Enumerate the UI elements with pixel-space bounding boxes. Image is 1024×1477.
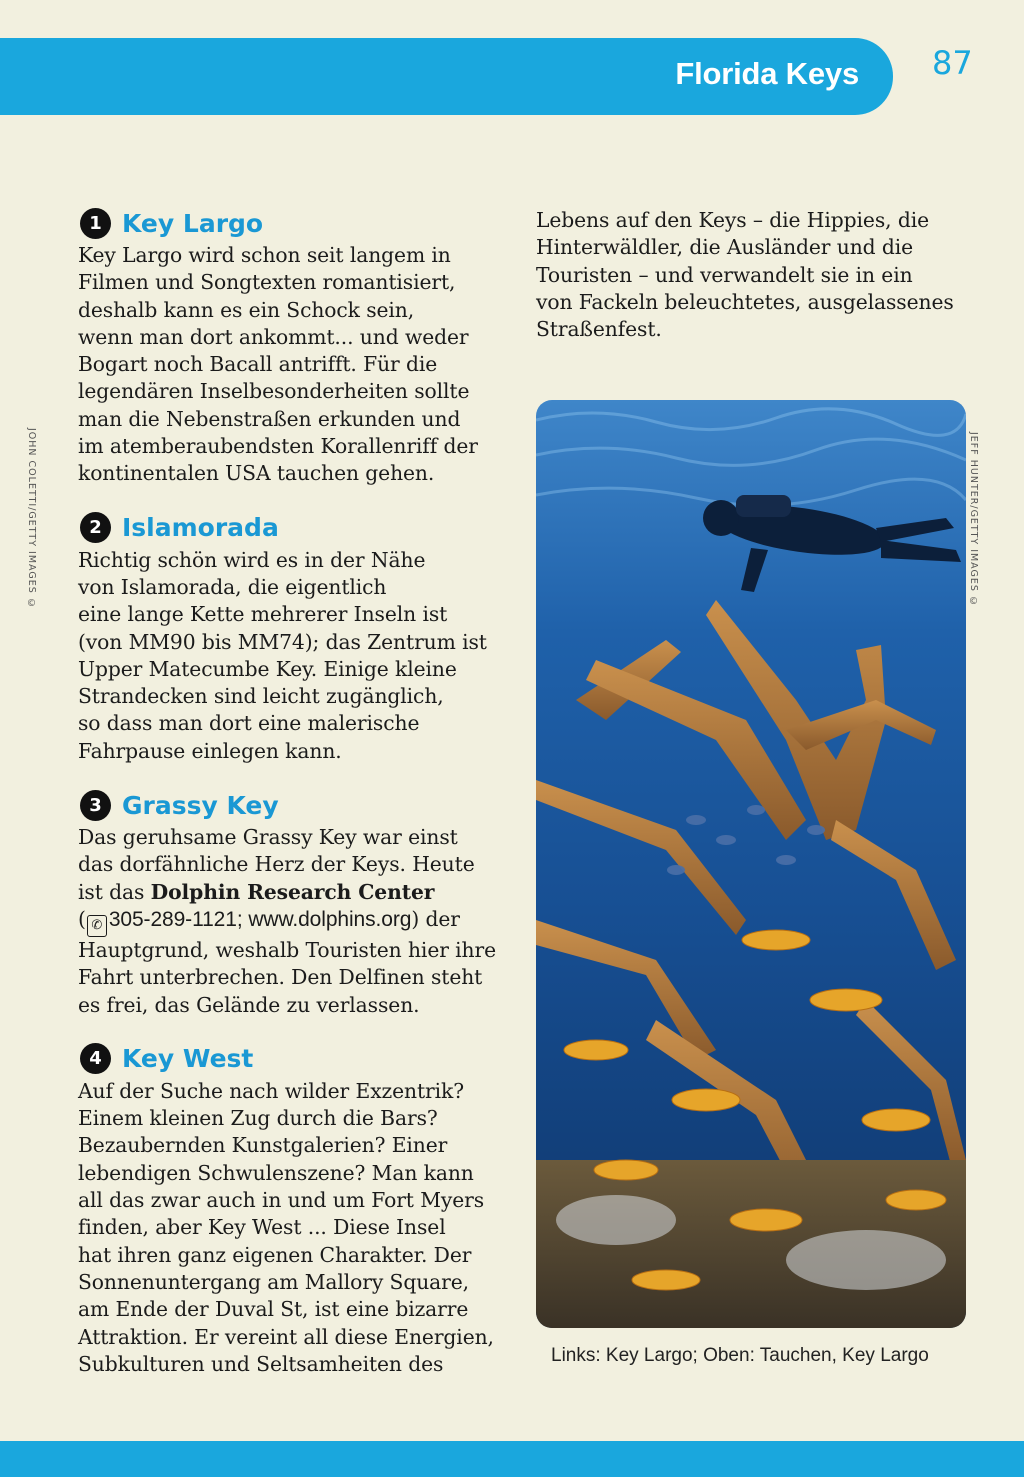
text-line: Das geruhsame Grassy Key war einst — [78, 825, 458, 850]
text-line: im atemberaubendsten Korallenriff der — [78, 434, 478, 459]
left-column — [78, 204, 518, 1399]
diver-coral-reef-photo — [536, 400, 966, 1328]
open-paren: ( — [78, 906, 86, 931]
dolphin-research-center-name: Dolphin Research Center — [150, 879, 435, 904]
text-line: Sonnenuntergang am Mallory Square, — [78, 1269, 470, 1294]
section-body-grassy-key — [78, 824, 518, 1019]
contact-line — [78, 906, 518, 937]
text-line: Strandecken sind leicht zugänglich, — [78, 684, 444, 709]
text-line: Straßenfest. — [536, 317, 662, 342]
section-title-key-largo: Key Largo — [122, 208, 264, 238]
photo-caption: Links: Key Largo; Oben: Tauchen, Key Largo — [551, 1345, 929, 1366]
section-grassy-key — [78, 786, 518, 1019]
number-badge-2: 2 — [80, 512, 111, 543]
text-line: von Fackeln beleuchtetes, ausgelassenes — [536, 289, 954, 314]
text-line: Hauptgrund, weshalb Touristen hier ihre — [78, 937, 497, 962]
text-line: finden, aber Key West ... Diese Insel — [78, 1215, 446, 1240]
page-number: 87 — [932, 44, 973, 82]
text-line: Bezaubernden Kunstgalerien? Einer — [78, 1133, 448, 1158]
text-line: Subkulturen und Seltsamheiten des — [78, 1351, 444, 1376]
text-line: Bogart noch Bacall antrifft. Für die — [78, 352, 438, 377]
phone-number: 305-289-1121 — [108, 907, 237, 931]
text-line: Upper Matecumbe Key. Einige kleine — [78, 656, 457, 681]
continuation-text — [536, 207, 954, 343]
photo-credit-left: JOHN COLETTI/GETTY IMAGES © — [26, 428, 37, 610]
section-heading — [78, 1040, 518, 1078]
footer-bar — [0, 1441, 1024, 1477]
text-line: wenn man dort ankommt... und weder — [78, 324, 469, 349]
text-line: Auf der Suche nach wilder Exzentrik? — [78, 1078, 464, 1103]
text-line: das dorfähnliche Herz der Keys. Heute — [78, 852, 475, 877]
section-body-key-west — [78, 1078, 518, 1378]
section-title-grassy-key: Grassy Key — [122, 790, 279, 820]
number-badge-4: 4 — [80, 1043, 111, 1074]
website-link[interactable]: www.dolphins.org — [248, 907, 412, 931]
text-line: Lebens auf den Keys – die Hippies, die — [536, 208, 930, 232]
separator: ; — [236, 907, 249, 931]
text-line: es frei, das Gelände zu verlassen. — [78, 992, 420, 1017]
section-key-west — [78, 1040, 518, 1378]
text-line: Filmen und Songtexten romantisiert, — [78, 270, 456, 295]
section-islamorada — [78, 509, 518, 765]
photo-credit-right: JEFF HUNTER/GETTY IMAGES © — [968, 432, 979, 608]
section-key-largo — [78, 204, 518, 488]
text-line: hat ihren ganz eigenen Charakter. Der — [78, 1242, 472, 1267]
underwater-illustration — [536, 400, 966, 1328]
text-line: kontinentalen USA tauchen gehen. — [78, 461, 435, 486]
section-heading — [78, 786, 518, 824]
header-bar — [0, 38, 893, 115]
text-line: Fahrpause einlegen kann. — [78, 738, 342, 763]
text-line: Attraktion. Er vereint all diese Energien, — [78, 1324, 494, 1349]
text-fragment: ist das — [78, 879, 151, 904]
text-line: all das zwar auch in und um Fort Myers — [78, 1188, 485, 1213]
text-line: (von MM90 bis MM74); das Zentrum ist — [78, 629, 487, 654]
text-line: Einem kleinen Zug durch die Bars? — [78, 1106, 438, 1131]
section-heading — [78, 509, 518, 547]
text-line: Key Largo wird schon seit langem in — [78, 243, 451, 267]
text-line: legendären Inselbesonderheiten sollte — [78, 379, 470, 404]
number-badge-3: 3 — [80, 790, 111, 821]
text-line: man die Nebenstraßen erkunden und — [78, 406, 461, 431]
text-line — [78, 879, 518, 906]
text-line: Hinterwäldler, die Ausländer und die — [536, 235, 914, 260]
text-line: so dass man dort eine malerische — [78, 711, 420, 736]
section-heading — [78, 204, 518, 242]
text-line: Touristen – und verwandelt sie in ein — [536, 262, 913, 287]
text-fragment: ) der — [411, 906, 460, 931]
phone-icon: ✆ — [87, 915, 107, 937]
text-line: deshalb kann es ein Schock sein, — [78, 297, 415, 322]
text-line: Richtig schön wird es in der Nähe — [78, 547, 426, 572]
text-line: eine lange Kette mehrerer Inseln ist — [78, 602, 448, 627]
section-body-islamorada — [78, 547, 518, 765]
text-line: Fahrt unterbrechen. Den Delfinen steht — [78, 965, 483, 990]
text-line: lebendigen Schwulenszene? Man kann — [78, 1160, 474, 1185]
header-title: Florida Keys — [675, 56, 859, 91]
number-badge-1: 1 — [80, 208, 111, 239]
text-line: am Ende der Duval St, ist eine bizarre — [78, 1297, 469, 1322]
section-body-key-largo — [78, 242, 518, 488]
section-title-islamorada: Islamorada — [122, 513, 279, 543]
section-title-key-west: Key West — [122, 1044, 254, 1074]
text-line: von Islamorada, die eigentlich — [78, 574, 387, 599]
